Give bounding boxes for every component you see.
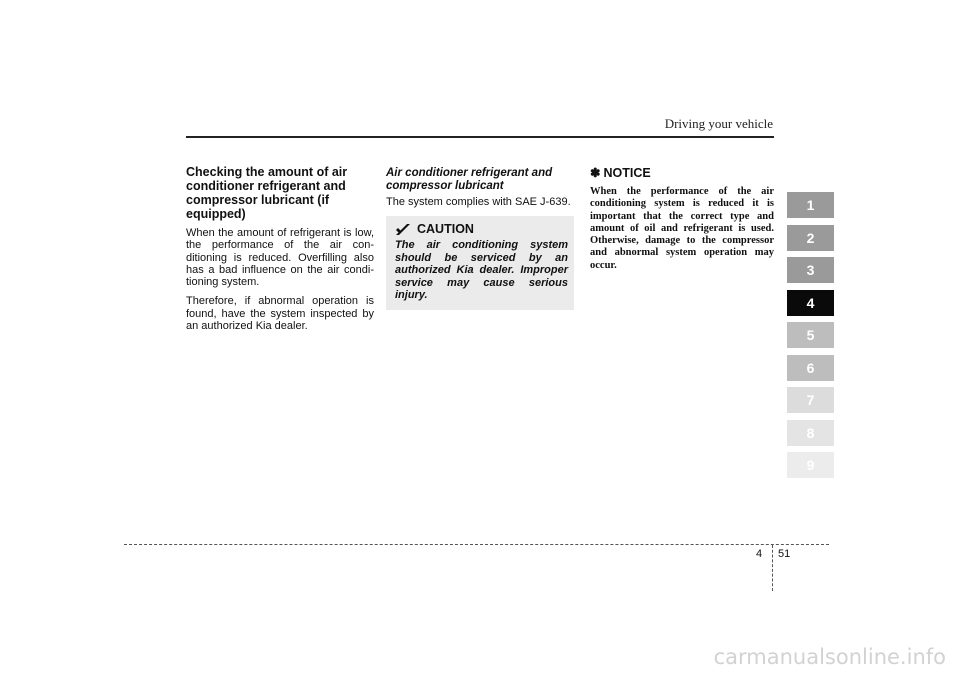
page-chapter-number: 4 <box>756 548 763 560</box>
footer-rule <box>124 544 829 545</box>
caution-text: The air conditioning system should be serviced by an authorized Kia dealer. Improper service may cause serious injury. <box>395 239 568 302</box>
page-number-separator <box>772 545 773 591</box>
notice-text: When the performance of the air conditioning system is reduced it is important that the correct type and amount of oil and refrigerant is used. Otherwise, damage to the compressor and abnormal system operation may occur. <box>590 186 774 271</box>
chapter-tab-2[interactable]: 2 <box>787 225 834 251</box>
chapter-tabs <box>787 192 834 485</box>
caution-wrench-icon <box>395 222 411 236</box>
chapter-tab-9[interactable]: 9 <box>787 452 834 478</box>
notice-header <box>590 165 774 180</box>
refrigerant-lubricant-heading: Air conditioner refrigerant and compressor lubricant <box>386 167 553 192</box>
chapter-tab-8[interactable]: 8 <box>787 420 834 446</box>
notice-title: NOTICE <box>603 165 651 180</box>
notice-star-icon: ✽ <box>590 166 601 180</box>
caution-title: CAUTION <box>417 222 474 237</box>
caution-header <box>395 222 568 236</box>
header-rule <box>186 136 774 138</box>
chapter-tab-1[interactable]: 1 <box>787 192 834 218</box>
column-notice <box>590 165 774 272</box>
chapter-tab-4[interactable]: 4 <box>787 290 834 316</box>
refrigerant-check-paragraph-2: Therefore, if abnormal operation is found, have the system inspected by an authorized Kia dealer. <box>186 295 374 333</box>
chapter-tab-3[interactable]: 3 <box>787 257 834 283</box>
chapter-tab-6[interactable]: 6 <box>787 355 834 381</box>
section-title: Driving your vehicle <box>664 116 773 131</box>
refrigerant-check-heading: Checking the amount of air conditioner refrigerant and compressor lubricant (if equipped) <box>186 165 348 221</box>
column-refrigerant-lubricant <box>386 167 574 310</box>
sae-compliance-text: The system complies with SAE J-639. <box>386 196 571 208</box>
refrigerant-check-paragraph-1: When the amount of refrigerant is low, the performance of the air con-ditioning is reduced. Overfilling also has a bad influence on the air condi-tioning system. <box>186 227 374 289</box>
watermark: carmanualsonline.info <box>713 645 946 669</box>
column-refrigerant-check <box>186 165 374 339</box>
chapter-tab-5[interactable]: 5 <box>787 322 834 348</box>
chapter-tab-7[interactable]: 7 <box>787 387 834 413</box>
page-number: 51 <box>778 548 791 560</box>
caution-box <box>386 216 574 310</box>
